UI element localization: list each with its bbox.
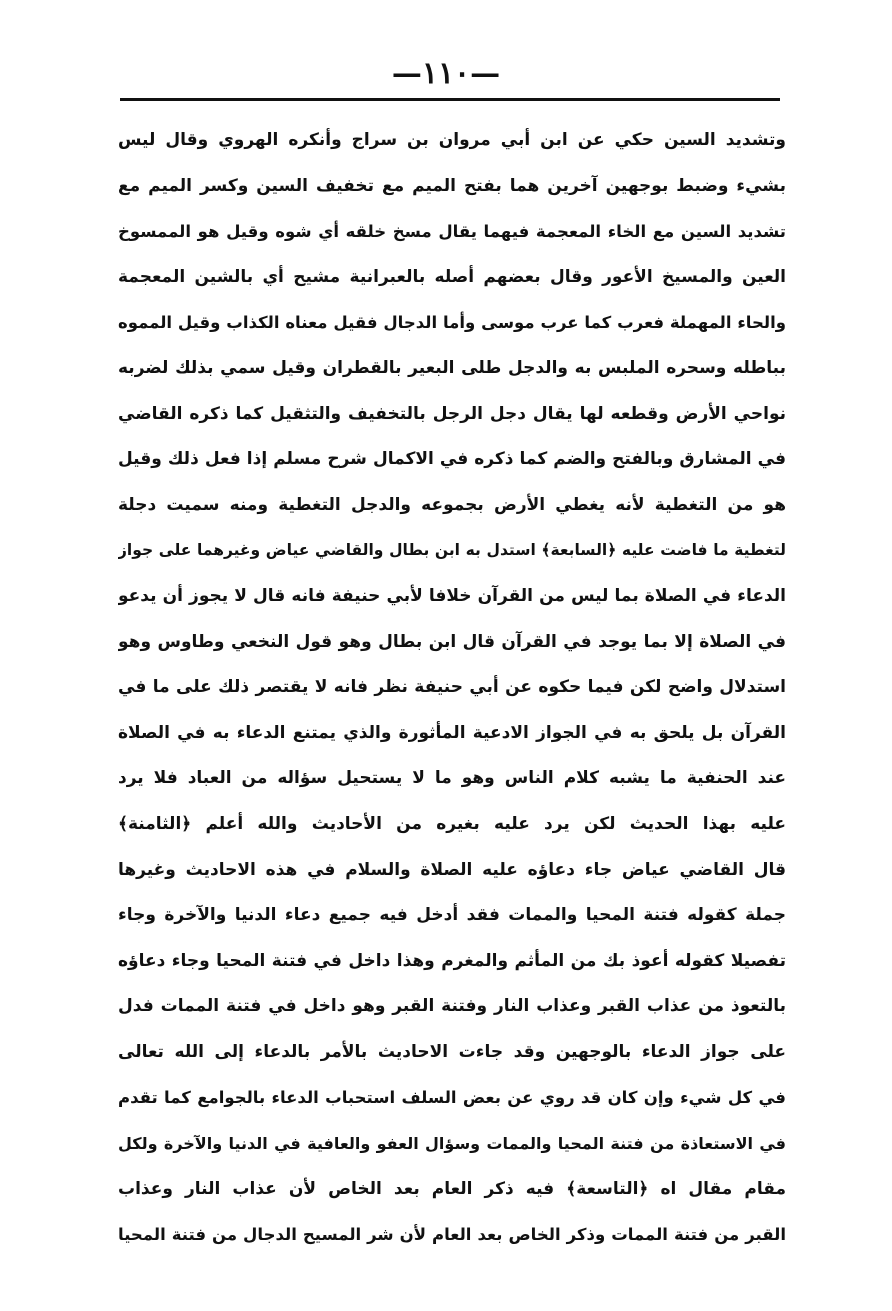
page-body-text bbox=[118, 118, 786, 1258]
text-line: تشديد السين مع الخاء المعجمة فيهما يقال مسخ خلقه أي شوه وقيل هو الممسوخ bbox=[118, 222, 786, 242]
text-line: بالتعوذ من عذاب القبر وعذاب النار وفتنة القبر وهو داخل في فتنة الممات فدل bbox=[118, 996, 786, 1017]
text-line: بباطله وسحره الملبس به والدجل طلى البعير بالقطران وقيل سمي بذلك لضربه bbox=[118, 357, 786, 378]
text-line: مقام مقال اه ﴿التاسعة﴾ فيه ذكر العام بعد الخاص لأن عذاب النار وعذاب bbox=[118, 1178, 786, 1199]
text-line: في المشارق وبالفتح والضم كما ذكره في الاكمال شرح مسلم إذا فعل ذلك وقيل bbox=[118, 449, 786, 470]
text-line: جملة كقوله فتنة المحيا والممات فقد أدخل فيه جميع دعاء الدنيا والآخرة وجاء bbox=[118, 905, 786, 926]
text-line: نواحي الأرض وقطعه لها يقال دجل الرجل بالتخفيف والتثقيل كما ذكره القاضي bbox=[118, 403, 786, 424]
text-line: الدعاء في الصلاة بما ليس من القرآن خلافا لأبي حنيفة فانه قال لا يجوز أن يدعو bbox=[118, 585, 786, 606]
text-line: العين والمسيخ الأعور وقال بعضهم أصله بالعبرانية مشيح أي بالشين المعجمة bbox=[118, 266, 786, 287]
text-line: لتغطية ما فاضت عليه ﴿السابعة﴾ استدل به ابن بطال والقاضي عياض وغيرهما على جواز bbox=[118, 541, 786, 560]
text-line: هو من التغطية لأنه يغطي الأرض بجموعه والدجل التغطية ومنه سميت دجلة bbox=[118, 494, 786, 515]
text-line: بشيء وضبط بوجهين آخرين هما بفتح الميم مع تخفيف السين وكسر الميم مع bbox=[118, 175, 786, 196]
text-line: قال القاضي عياض جاء دعاؤه عليه الصلاة والسلام في هذه الاحاديث وغيرها bbox=[118, 859, 786, 880]
text-line: في الصلاة إلا بما يوجد في القرآن قال ابن بطال وهو قول النخعي وطاوس وهو bbox=[118, 631, 786, 652]
text-line: في الاستعاذة من فتنة المحيا والممات وسؤال العفو والعافية في الدنيا والآخرة ولكل bbox=[118, 1134, 786, 1154]
page-number: —١١٠— bbox=[391, 56, 501, 91]
text-line: القبر من فتنة الممات وذكر الخاص بعد العام لأن شر المسيح الدجال من فتنة المحيا bbox=[118, 1225, 786, 1245]
text-line: عند الحنفية ما يشبه كلام الناس وهو ما لا يستحيل سؤاله من العباد فلا يرد bbox=[118, 768, 786, 789]
text-line: والحاء المهملة فعرب كما عرب موسى وأما الدجال فقيل معناه الكذاب وقيل المموه bbox=[118, 313, 786, 333]
text-line: عليه بهذا الحديث لكن يرد عليه بغيره من الأحاديث والله أعلم ﴿الثامنة﴾ bbox=[118, 813, 786, 834]
text-line: في كل شيء وإن كان قد روي عن بعض السلف استحباب الدعاء بالجوامع كما تقدم bbox=[118, 1088, 786, 1108]
text-line: القرآن بل يلحق به في الجواز الادعية المأثورة والذي يمتنع الدعاء به في الصلاة bbox=[118, 722, 786, 743]
text-line: استدلال واضح لكن فيما حكوه عن أبي حنيفة نظر فانه لا يقتصر ذلك على ما في bbox=[118, 677, 786, 698]
header-rule bbox=[120, 98, 780, 101]
text-line: وتشديد السين حكي عن ابن أبي مروان بن سراج وأنكره الهروي وقال ليس bbox=[118, 130, 786, 150]
text-line: تفصيلا كقوله أعوذ بك من المأثم والمغرم وهذا داخل في فتنة المحيا وجاء دعاؤه bbox=[118, 950, 786, 971]
text-line: على جواز الدعاء بالوجهين وقد جاءت الاحاديث بالأمر بالدعاء إلى الله تعالى bbox=[118, 1041, 786, 1062]
